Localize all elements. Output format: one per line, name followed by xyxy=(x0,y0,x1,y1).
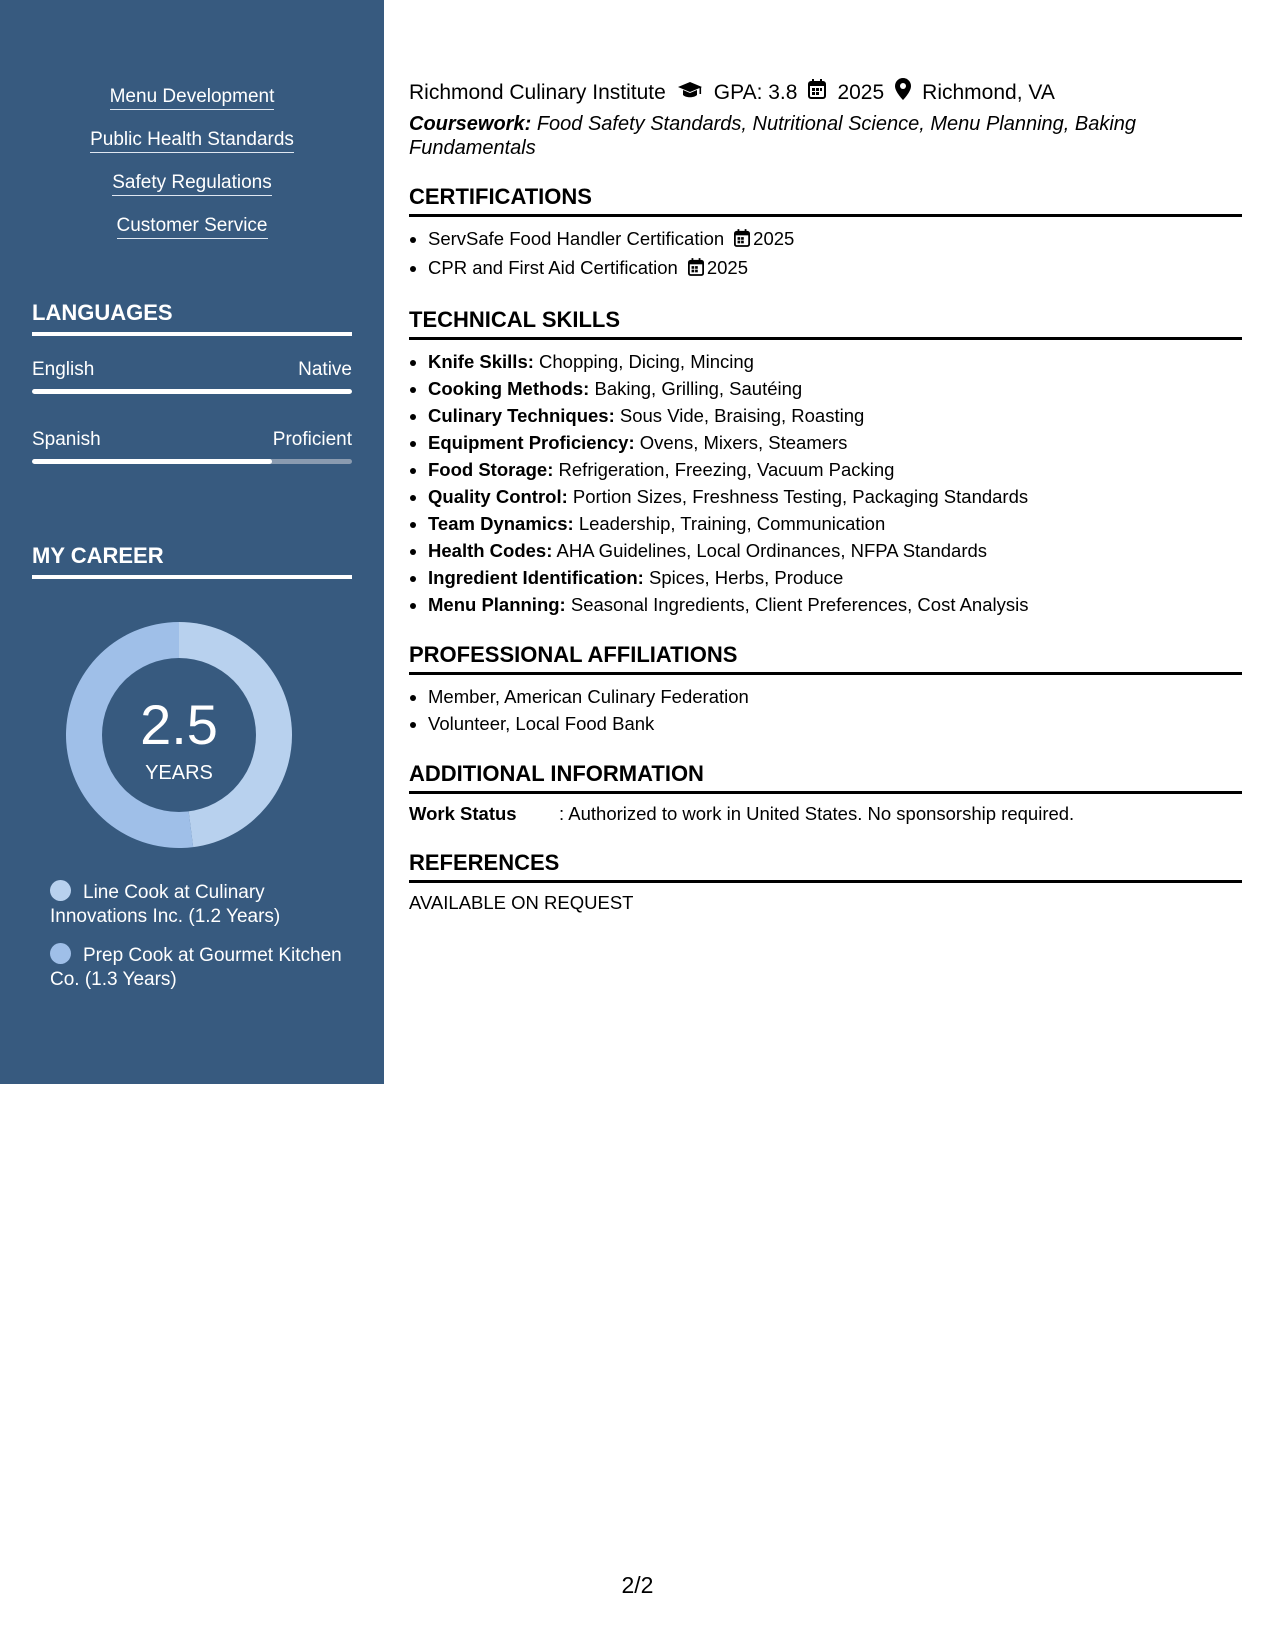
technical-skills-title: TECHNICAL SKILLS xyxy=(409,307,1242,340)
work-status-value: : Authorized to work in United States. No sponsorship required. xyxy=(559,803,1075,824)
school-name: Richmond Culinary Institute xyxy=(409,81,666,104)
list-item xyxy=(428,510,1242,537)
skill-value: Seasonal Ingredients, Client Preferences, Cost Analysis xyxy=(570,594,1029,615)
career-label: Prep Cook at Gourmet Kitchen Co. (1.3 Years) xyxy=(50,945,342,990)
affiliations-title: PROFESSIONAL AFFILIATIONS xyxy=(409,642,1242,675)
skill-value: Portion Sizes, Freshness Testing, Packaging Standards xyxy=(572,486,1029,507)
gpa: GPA: 3.8 xyxy=(713,81,798,104)
skill-value: Spices, Herbs, Produce xyxy=(648,567,844,588)
career-item xyxy=(50,943,350,992)
skills-list xyxy=(0,86,384,258)
career-total: 2.5 xyxy=(140,693,218,756)
skill-label: Culinary Techniques: xyxy=(428,405,615,426)
list-item xyxy=(428,591,1242,618)
skill-value: AHA Guidelines, Local Ordinances, NFPA Standards xyxy=(556,540,988,561)
language-name: English xyxy=(32,359,95,380)
certifications-list xyxy=(409,225,1242,283)
sidebar xyxy=(0,0,384,1084)
skill-label: Health Codes: xyxy=(428,540,553,561)
skill-link[interactable]: Customer Service xyxy=(117,215,268,239)
skill-value: Baking, Grilling, Sautéing xyxy=(594,378,803,399)
work-status xyxy=(409,802,1242,826)
language-bar-fill xyxy=(32,459,272,464)
list-item xyxy=(428,564,1242,591)
list-item xyxy=(428,483,1242,510)
skill-label: Cooking Methods: xyxy=(428,378,590,399)
language-name: Spanish xyxy=(32,429,101,450)
skill-value: Leadership, Training, Communication xyxy=(578,513,886,534)
coursework xyxy=(409,112,1242,160)
career-heading: MY CAREER xyxy=(32,543,352,579)
list-item: • Volunteer, Local Food Bank xyxy=(428,710,1242,737)
skill-link[interactable]: Menu Development xyxy=(110,86,275,110)
skill-label: Knife Skills: xyxy=(428,351,534,372)
references-title: REFERENCES xyxy=(409,850,1242,883)
certifications-title: CERTIFICATIONS xyxy=(409,184,1242,217)
career-donut-chart xyxy=(66,622,292,848)
list-item xyxy=(428,225,1242,254)
career-item xyxy=(50,880,350,929)
certification-year: 2025 xyxy=(706,257,748,278)
skill-label: Equipment Proficiency: xyxy=(428,432,635,453)
list-item xyxy=(428,254,1242,283)
coursework-list: Food Safety Standards, Nutritional Science, Menu Planning, Baking Fundamentals xyxy=(409,113,1137,159)
education-line xyxy=(409,78,1242,108)
certification-year: 2025 xyxy=(753,228,795,249)
affiliations-list xyxy=(409,683,1242,737)
skill-value: Chopping, Dicing, Mincing xyxy=(539,351,754,372)
additional-info-title: ADDITIONAL INFORMATION xyxy=(409,761,1242,794)
certification-name: ServSafe Food Handler Certification xyxy=(428,228,725,249)
location-pin-icon xyxy=(895,78,911,108)
list-item xyxy=(428,537,1242,564)
graduation-cap-icon xyxy=(677,79,703,107)
career-dot-icon xyxy=(50,943,71,964)
skill-label: Quality Control: xyxy=(428,486,568,507)
career-legend xyxy=(50,880,350,1006)
language-bar xyxy=(32,459,352,464)
languages-heading: LANGUAGES xyxy=(32,300,352,336)
skill-label: Ingredient Identification: xyxy=(428,567,644,588)
list-item xyxy=(428,456,1242,483)
skill-link[interactable]: Safety Regulations xyxy=(112,172,272,196)
language-level: Proficient xyxy=(272,429,352,450)
list-item xyxy=(428,348,1242,375)
skill-label: Food Storage: xyxy=(428,459,554,480)
career-dot-icon xyxy=(50,880,71,901)
references-text: AVAILABLE ON REQUEST xyxy=(409,892,634,913)
skill-value: Refrigeration, Freezing, Vacuum Packing xyxy=(558,459,895,480)
skill-value: Ovens, Mixers, Steamers xyxy=(639,432,848,453)
skill-link[interactable]: Public Health Standards xyxy=(90,129,294,153)
language-bar xyxy=(32,389,352,394)
career-label: Line Cook at Culinary Innovations Inc. (1.2 Years) xyxy=(50,882,281,927)
technical-skills-list xyxy=(409,348,1242,618)
skill-value: Sous Vide, Braising, Roasting xyxy=(619,405,865,426)
certification-name: CPR and First Aid Certification xyxy=(428,257,678,278)
coursework-label: Coursework: xyxy=(409,113,532,135)
calendar-icon xyxy=(734,227,750,254)
skill-label: Menu Planning: xyxy=(428,594,566,615)
location: Richmond, VA xyxy=(922,81,1055,104)
list-item xyxy=(428,429,1242,456)
calendar-icon xyxy=(688,256,704,283)
language-level: Native xyxy=(298,359,352,380)
main-content xyxy=(409,78,1242,915)
work-status-label: Work Status xyxy=(409,803,517,824)
list-item: • Member, American Culinary Federation xyxy=(428,683,1242,710)
calendar-icon xyxy=(808,79,826,107)
page-number: 2/2 xyxy=(621,1572,654,1598)
career-unit: YEARS xyxy=(145,762,213,784)
skill-label: Team Dynamics: xyxy=(428,513,574,534)
graduation-year: 2025 xyxy=(837,81,885,104)
language-bar-fill xyxy=(32,389,352,394)
list-item xyxy=(428,402,1242,429)
list-item xyxy=(428,375,1242,402)
